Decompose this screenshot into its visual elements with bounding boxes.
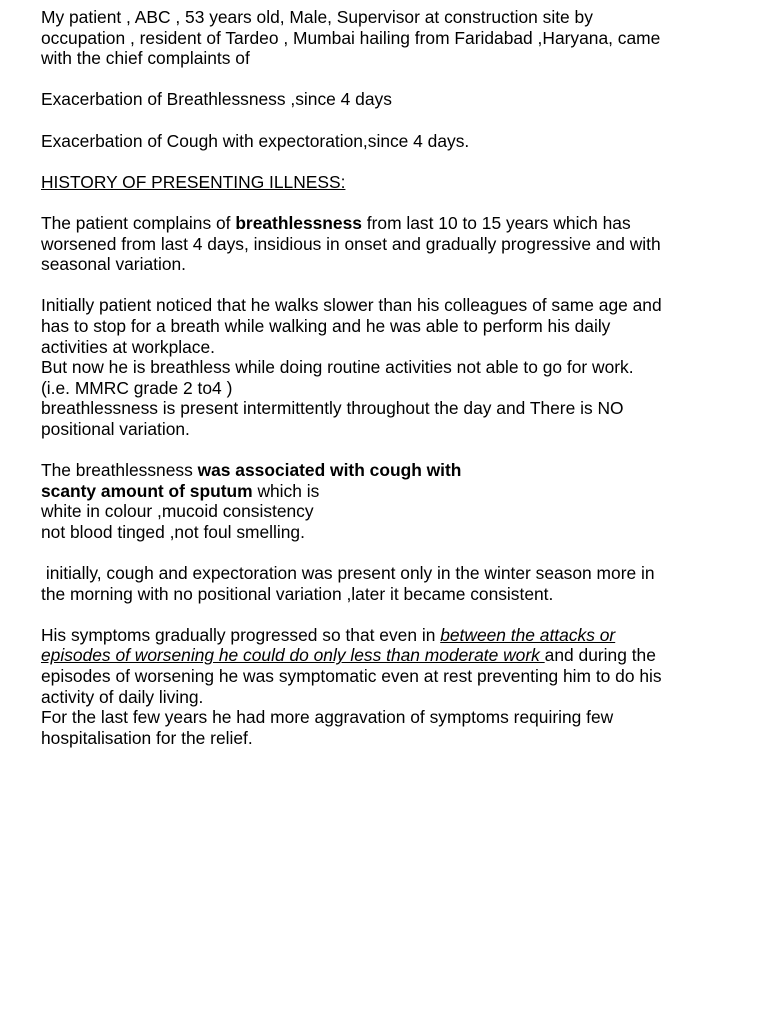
- emphasized-text: episodes of worsening he could do only less than moderate work: [41, 645, 545, 666]
- paragraph-line: breathlessness is present intermittently throughout the day and There is NO: [41, 398, 624, 419]
- expectoration-paragraph: [41, 563, 731, 604]
- text-run: The patient complains of: [41, 212, 236, 233]
- text-run: which is: [252, 480, 320, 501]
- symptoms-paragraph: [41, 625, 731, 749]
- paragraph-line: [41, 645, 731, 666]
- text-run: from last 10 to 15 years which has: [361, 212, 631, 233]
- bold-text: scanty amount of sputum: [41, 480, 253, 501]
- paragraph-line: positional variation.: [41, 418, 190, 439]
- breathlessness-paragraph: [41, 213, 731, 275]
- bold-text: was associated with cough with: [197, 460, 462, 481]
- intro-line: My patient , ABC , 53 years old, Male, Supervisor at construction site by: [41, 7, 593, 27]
- cough-paragraph: [41, 460, 731, 542]
- paragraph-line: (i.e. MMRC grade 2 to4 ): [41, 377, 233, 398]
- document-page: [41, 7, 731, 748]
- chief-complaint-cough: Exacerbation of Cough with expectoration,since 4 days.: [41, 130, 470, 151]
- progression-paragraph: [41, 295, 731, 439]
- paragraph-line: [41, 460, 731, 481]
- paragraph-line: But now he is breathless while doing routine activities not able to go for work.: [41, 357, 634, 378]
- paragraph-line: episodes of worsening he was symptomatic even at rest preventing him to do his: [41, 666, 662, 686]
- text-run: His symptoms gradually progressed so that even in: [41, 624, 441, 645]
- paragraph-line: [41, 625, 731, 646]
- paragraph-line: initially, cough and expectoration was present only in the winter season more in: [41, 563, 655, 584]
- paragraph-line: activity of daily living.: [41, 686, 204, 707]
- paragraph-line: [41, 481, 731, 502]
- intro-line: with the chief complaints of: [41, 48, 250, 69]
- paragraph-line: hospitalisation for the relief.: [41, 727, 253, 748]
- paragraph-line: not blood tinged ,not foul smelling.: [41, 521, 305, 542]
- paragraph-line: [41, 213, 731, 234]
- emphasized-text: between the attacks or: [440, 624, 616, 645]
- paragraph-line: has to stop for a breath while walking and he was able to perform his daily: [41, 315, 611, 336]
- paragraph-line: worsened from last 4 days, insidious in onset and gradually progressive and with: [41, 233, 661, 254]
- intro-paragraph: [41, 7, 731, 69]
- paragraph-line: For the last few years he had more aggravation of symptoms requiring few: [41, 707, 614, 728]
- bold-text: breathlessness: [235, 212, 362, 233]
- paragraph-line: seasonal variation.: [41, 254, 187, 275]
- text-run: and during the: [544, 645, 656, 666]
- chief-complaint-breathlessness: Exacerbation of Breathlessness ,since 4 days: [41, 89, 392, 110]
- paragraph-line: activities at workplace.: [41, 336, 215, 357]
- paragraph-line: white in colour ,mucoid consistency: [41, 501, 314, 522]
- intro-line: occupation , resident of Tardeo , Mumbai hailing from Faridabad ,Haryana, came: [41, 27, 661, 48]
- text-run: The breathlessness: [41, 460, 198, 481]
- history-heading: HISTORY OF PRESENTING ILLNESS:: [41, 171, 346, 192]
- paragraph-line: Initially patient noticed that he walks slower than his colleagues of same age and: [41, 295, 662, 316]
- paragraph-line: the morning with no positional variation ,later it became consistent.: [41, 583, 554, 604]
